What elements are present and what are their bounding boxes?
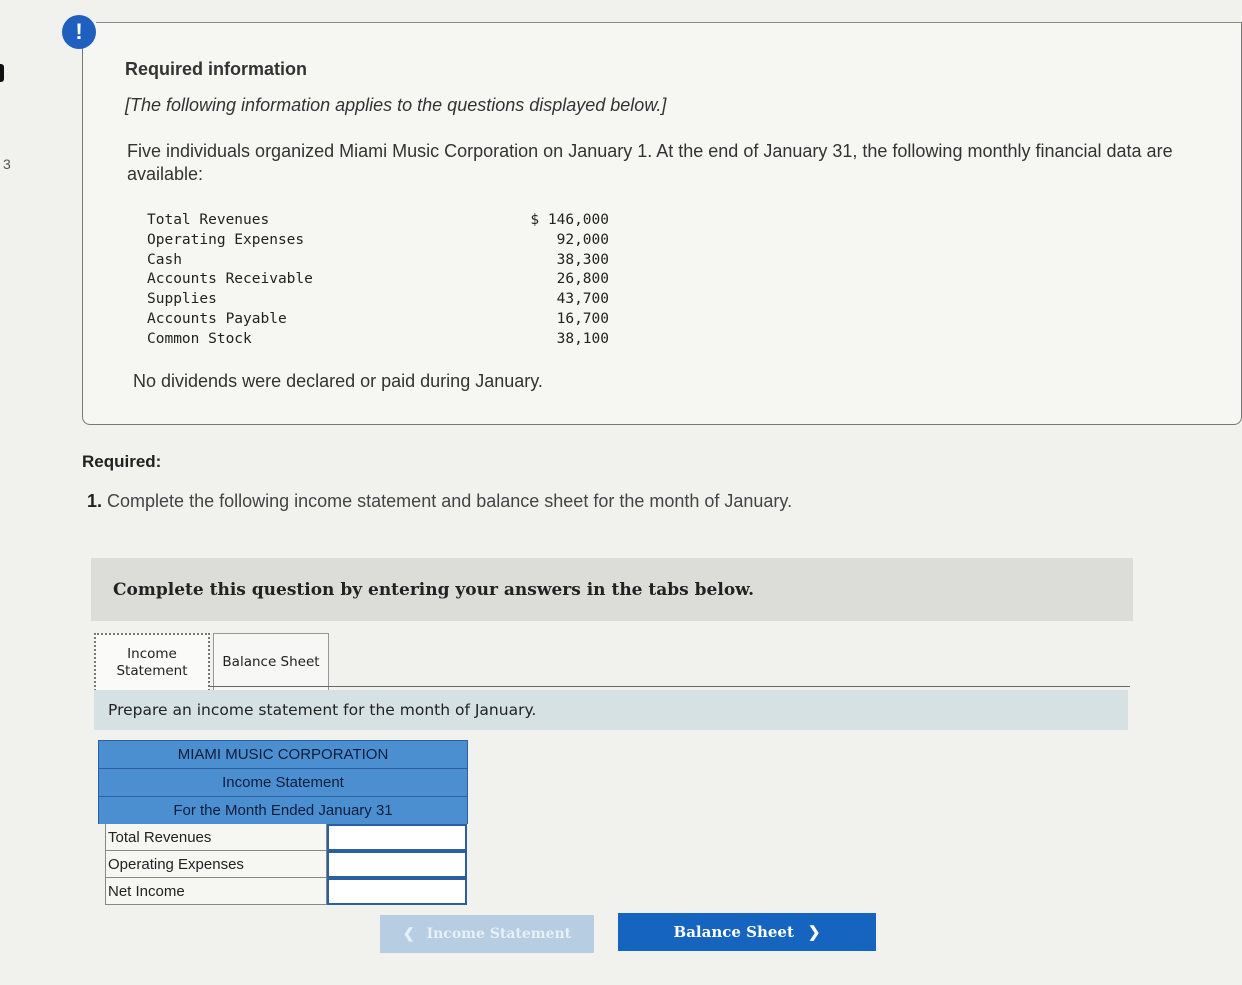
total-revenues-input[interactable] — [327, 824, 467, 851]
chevron-right-icon: ❯ — [807, 923, 821, 941]
instruction-bar: Complete this question by entering your answers in the tabs below. — [91, 558, 1133, 621]
statement-title: Income Statement — [98, 768, 468, 796]
info-note: [The following information applies to the questions displayed below.] — [125, 95, 667, 115]
operating-expenses-input[interactable] — [327, 851, 467, 878]
header-divider — [96, 22, 1242, 23]
statement-row-label: Operating Expenses — [105, 851, 327, 878]
financial-row — [147, 310, 609, 330]
chevron-left-icon: ❮ — [402, 926, 415, 942]
financial-label: Total Revenues — [147, 212, 270, 228]
financial-row — [147, 251, 609, 271]
alert-icon: ! — [62, 15, 96, 49]
financial-label: Accounts Receivable — [147, 271, 313, 288]
financial-amount: 43,700 — [556, 291, 609, 308]
statement-row-label: Total Revenues — [105, 824, 327, 851]
statement-row — [105, 824, 468, 851]
financial-label: Supplies — [147, 291, 217, 308]
statement-company: MIAMI MUSIC CORPORATION — [98, 740, 468, 768]
financial-amount: $ 146,000 — [530, 212, 609, 228]
income-statement-form — [98, 740, 468, 905]
financial-amount: 38,300 — [556, 251, 609, 268]
financial-label: Accounts Payable — [147, 310, 287, 327]
info-intro: Five individuals organized Miami Music Corporation on January 1. At the end of January 31, the following monthly financial data are available: — [127, 141, 1173, 184]
financial-label: Common Stock — [147, 330, 252, 347]
financial-data-table — [147, 211, 609, 350]
net-income-input[interactable] — [327, 878, 467, 905]
edge-marker — [0, 64, 4, 82]
required-task — [87, 491, 792, 512]
financial-row — [147, 290, 609, 310]
previous-tab-button[interactable] — [380, 915, 594, 953]
financial-row — [147, 330, 609, 350]
tab-label: Balance Sheet — [222, 654, 320, 670]
statement-row — [105, 851, 468, 878]
info-title: Required information — [125, 59, 308, 79]
financial-label: Operating Expenses — [147, 231, 305, 248]
info-panel — [82, 22, 1242, 425]
task-number: 1. — [87, 491, 103, 511]
financial-amount: 26,800 — [556, 271, 609, 288]
tab-income-statement[interactable] — [94, 633, 210, 691]
financial-amount: 38,100 — [556, 330, 609, 347]
tab-label: Income Statement — [116, 646, 188, 679]
dividends-note: No dividends were declared or paid during January. — [133, 371, 543, 391]
financial-label: Cash — [147, 251, 182, 268]
task-text: Complete the following income statement and balance sheet for the month of January. — [107, 491, 793, 511]
tab-balance-sheet[interactable] — [213, 633, 329, 691]
previous-tab-label: Income Statement — [426, 926, 572, 942]
required-heading: Required: — [82, 452, 162, 471]
next-tab-label: Balance Sheet — [673, 923, 794, 941]
financial-row — [147, 270, 609, 290]
next-tab-button[interactable] — [618, 913, 876, 951]
prompt-bar: Prepare an income statement for the month of January. — [94, 690, 1128, 730]
statement-row — [105, 878, 468, 905]
statement-period: For the Month Ended January 31 — [98, 796, 468, 824]
financial-amount: 16,700 — [556, 310, 609, 327]
answer-tabs — [94, 633, 329, 691]
question-number: 3 — [3, 156, 11, 172]
financial-row — [147, 211, 609, 231]
statement-row-label: Net Income — [105, 878, 327, 905]
financial-row — [147, 231, 609, 251]
tab-divider — [210, 686, 1130, 687]
financial-amount: 92,000 — [556, 231, 609, 248]
